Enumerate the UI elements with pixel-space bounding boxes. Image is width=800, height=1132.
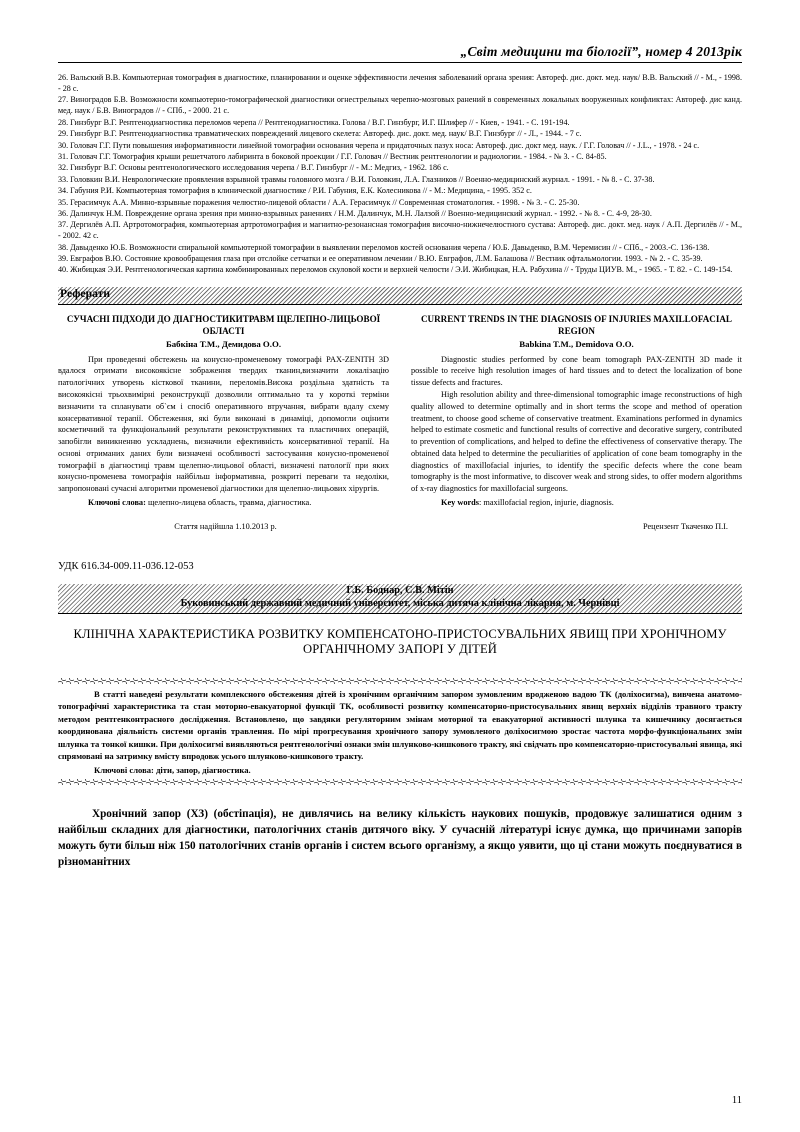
keywords-value-en: : maxillofacial region, injurie, diagnosis. (479, 498, 614, 508)
article-affiliation: Буковинський державний медичний університет, міська дитяча клінічна лікарня, м. Чернівці (180, 597, 620, 609)
keywords-label-en: Key words (441, 498, 480, 508)
section-band-label: Реферати (60, 288, 111, 301)
abstract-paragraph-en-2: High resolution ability and three-dimensional tomographic image reconstructions of high quality allowed to determine optimally and in short terms the scope and method of operation treatment, to choose good scheme of conservative treatment. Examinations performed in dynamics helped to estimate cosmetic and functional results of corrective and decorative surgery, contributed to prevention of complications, and helped to define the effectiveness of conservative therapy. The obtained data helped to determine the peculiarities of application of cone beam tomography in the diagnostics of maxillofacial injuries, to identify the specific defects where the cone beam tomography is the most informative, to discover weak and strong sides, to offer modern algorithms of x-ray diagnostics for maxillofacial surgeons. (411, 390, 742, 494)
reference-item: 26. Вальский В.В. Компьютерная томография в диагностике, планировании и оценке эффективности лечения заболеваний органа зрения: Автореф. дис. докт. мед. наук/ В.В. Вальский // - М., - 1998. - 28 с. (58, 73, 742, 93)
abstract-authors-en: Babkina T.M., Demidova O.O. (519, 339, 634, 350)
abstract-authors-ua: Бабкіна Т.М., Демидова О.О. (165, 339, 282, 350)
abstract-keywords-ua (58, 497, 389, 509)
abstract-paragraph-ua: При проведенні обстежень на конусно-променевому томографі PAX-ZENITH 3D вдалося отримати високоякісне зображення твердих тканин,визначити локалізацію патологічних утворень кісткової тканини, переломів.Висока роздільна здатність та високоякісні трьохвимірні реконструкції дозволили оптимально та у короткі терміни визначити та спланувати об`єм і спосіб оперативного втручання, вибрати вдалу схему консервативної терапії. Обстеження, які були виконані в динаміці, допомогли оцінити косметичний та функціональний результати реконструктивних та пластичних операцій, запобігли виникненню ускладнень, визначили ефективність консервативної терапії. На основі отриманих даних були визначені особливості застосування конусно-променевої томографії в діагностиці травм щелепно-лицьової області, визначені патології при яких конусно-променева томографія найбільш інформативна, розкриті переваги та недоліки, запропоновані сучасні алгоритми променевої діагностики для щелепно-лицьових хірургів. (58, 354, 389, 494)
reference-item: 32. Гинзбург В.Г. Основы рентгенологического исследования черепа / В.Г. Гинзбург // - М.: Медгиз, - 1962. 186 с. (58, 163, 449, 173)
reference-item: 38. Давыденко Ю.Б. Возможности спиральной компьютерной томографии в выявлении переломов костей основания черепа / Ю.Б. Давыденко, В.М. Черемисин // - СПб., - 2003.-С. 136-138. (58, 242, 710, 252)
reference-item: 40. Жибицкая Э.И. Рентгенологическая картина комбинированных переломов скуловой кости и верхней челюсти / Э.И. Жибицкая, Н.А. Рабухина // - Труды ЦИУВ. М., - 1965. - Т. 82. - С. 149-154. (58, 265, 733, 275)
keywords-label-ua: Ключові слова: (88, 498, 146, 508)
article-abstract-body (58, 684, 742, 779)
abstract-english (411, 314, 742, 508)
abstract-ukrainian (58, 314, 389, 508)
keywords-value-ua: щелепно-лицева область, травма, діагностика. (147, 498, 312, 508)
article-abstract-keywords: Ключові слова: діти, запор, діагностика. (94, 764, 251, 775)
reference-list (58, 72, 742, 275)
abstract-keywords-en (411, 497, 742, 509)
reference-item: 37. Дергилёв А.П. Артротомография, компьютерная артротомография и магнитно-резонансная томография височно-нижнечелюстного сустава: Автореф. дис. докт. мед. наук / А.П. Дергилёв // - М., - 2002. 42 с. (58, 220, 742, 241)
reference-item: 31. Головач Г.Г. Томография крыши решетчатого лабиринта в боковой проекции / Г.Г. Головач // Вестник рентгенологии и радиологии. - 1984. - № 3. - С. 84-85. (58, 151, 607, 161)
udk-code: УДК 616.34-009.11-036.12-053 (58, 560, 194, 572)
abstract-footer-row (58, 522, 742, 531)
reference-item: 35. Герасимчук А.А. Минно-взрывные поражения челюстно-лицевой области / А.А. Герасимчук // Современная стоматология. - 1998. - № 3. - С. 25-30. (58, 197, 580, 207)
article-authors: Г.Б. Боднар, С.В. Мітін (346, 584, 454, 596)
article-body (58, 807, 742, 871)
article-abstract-text: В статті наведені результати комплексного обстеження дітей із хронічним органічним запором зумовленим вродженою вадою ТК (доліхосигма), вивчена анатомо-топографічні характеристика та стан моторно-евакуаторної функції ТК, особливості розвитку компенсаторно-пристосувальних явищ верхніх відділів травного тракту методом рентгенконтрасного дослідження. Встановлено, що завдяки регуляторним змінам моторної та евакуаторної активності шлунка та кишечнику досягається координована діяльність системи органів травлення. По мірі прогресування хронічного запору зумовленого доліхосигмою зростає частота морфо-функціональних змін шлунка та тонкої кишки. При доліхосигмі виявляються рентгенологічні ознаки змін шлунково-кишкового тракту, які свідчать про компенсаторно-пристосувальні явища, які спрямовані на затримку вмісту впродовж усього шлунково-кишкового тракту. (58, 689, 742, 762)
submission-date: Стаття надійшла 1.10.2013 р. (174, 521, 277, 531)
page-number: 11 (731, 1095, 742, 1106)
reference-item: 30. Головач Г.Г. Пути повышения информативности линейной томографии основания черепа и придаточных пазух носа: Автореф. дис. докт мед. наук. / Г.Г. Головач // - J.L., - 1978. - 24 с. (58, 140, 700, 150)
wave-divider-bottom (58, 779, 742, 785)
reference-item: 39. Евграфов В.Ю. Состояние кровообращения глаза при отслойке сетчатки и ее оперативном лечении / В.Ю. Евграфов, Л.М. Балашова // Вестник офтальмологии. 1993. - № 2. - С. 35-39. (58, 254, 703, 264)
reference-item: 27. Виноградов Б.В. Возможности компьютерно-томографической диагностики огнестрельных черепно-мозговых ранений в современных локальных вооруженных конфликтах: Автореф. дис канд. мед. наук / Б.В. Виноградов // - СПб., - 2000. 21 с. (58, 95, 742, 116)
article-title: КЛІНІЧНА ХАРАКТЕРИСТИКА РОЗВИТКУ КОМПЕНСАТОНО-ПРИСТОСУВАЛЬНИХ ЯВИЩ ПРИ ХРОНІЧНОМУ ОРГАНІЧНОМУ ЗАПОРІ У ДІТЕЙ (73, 626, 727, 657)
reference-item: 36. Далинчук Н.М. Повреждение органа зрения при минно-взрывных ранениях / Н.М. Далинчук, М.Н. Лалзой // Военно-медицинский журнал. - 1992. - № 8. - С. 4-9, 28-30. (58, 208, 652, 218)
reference-item: 34. Габуния Р.И. Компьютерная томография в клинической диагностике / Р.И. Габуния, Е.К. Колесникова // - М.: Медицина, - 1995. 352 с. (58, 186, 532, 196)
article-abstract-box (58, 672, 742, 789)
abstract-title-ua: СУЧАСНІ ПІДХОДИ ДО ДІАГНОСТИКИТРАВМ ЩЕЛЕПНО-ЛИЦЬОВОЇ ОБЛАСТІ (66, 314, 381, 336)
abstract-columns (58, 314, 742, 508)
abstract-title-en: CURRENT TRENDS IN THE DIAGNOSIS OF INJURIES MAXILLOFACIAL REGION (420, 314, 733, 336)
abstract-paragraph-en-1: Diagnostic studies performed by cone beam tomograph PAX-ZENITH 3D made it possible to receive high resolution images of hard tissues and to detect the localization of bone tissue defects and fractures. (411, 354, 742, 388)
reference-item: 29. Гинзбург В.Г. Рентгенодиагностика травматических повреждений лицевого скелета: Автореф. дис. докт. мед. наук/ В.Г. Гинзбург // - Л., - 1944. - 7 с. (58, 129, 582, 139)
body-paragraph: Хронічний запор (ХЗ) (обстіпація), не дивлячись на велику кількість наукових пошуків, продовжує залишатися одним з найбільш складних для діагностики, патологічних станів дитячого віку. У сучасній літературі існує думка, що причинами запорів можуть бути більш ніж 150 патологічних станів органів і систем всього організму, а якщо уявити, що ці стани можуть поєднуватися в різноманітних (58, 808, 742, 868)
running-header: „Світ медицини та біології”, номер 4 2013рік (58, 44, 742, 63)
article-author-band (58, 584, 742, 614)
reference-item: 28. Гинзбург В.Г. Рентгенодиагностика переломов черепа // Рентгенодиагностика. Голова / В.Г. Гинзбург, И.Г. Шлифер // - Киев, - 1941. - С. 191-194. (58, 117, 570, 127)
reference-item: 33. Головкин В.И. Неврологические проявления взрывной травмы головного мозга / В.И. Головкин, Л.А. Глазников // Военно-медицинский журнал. - 1991. - № 8. - С. 37-38. (58, 174, 655, 184)
reviewer-name: Рецензент Ткаченко П.І. (643, 521, 728, 531)
section-band-referaty (58, 287, 742, 305)
